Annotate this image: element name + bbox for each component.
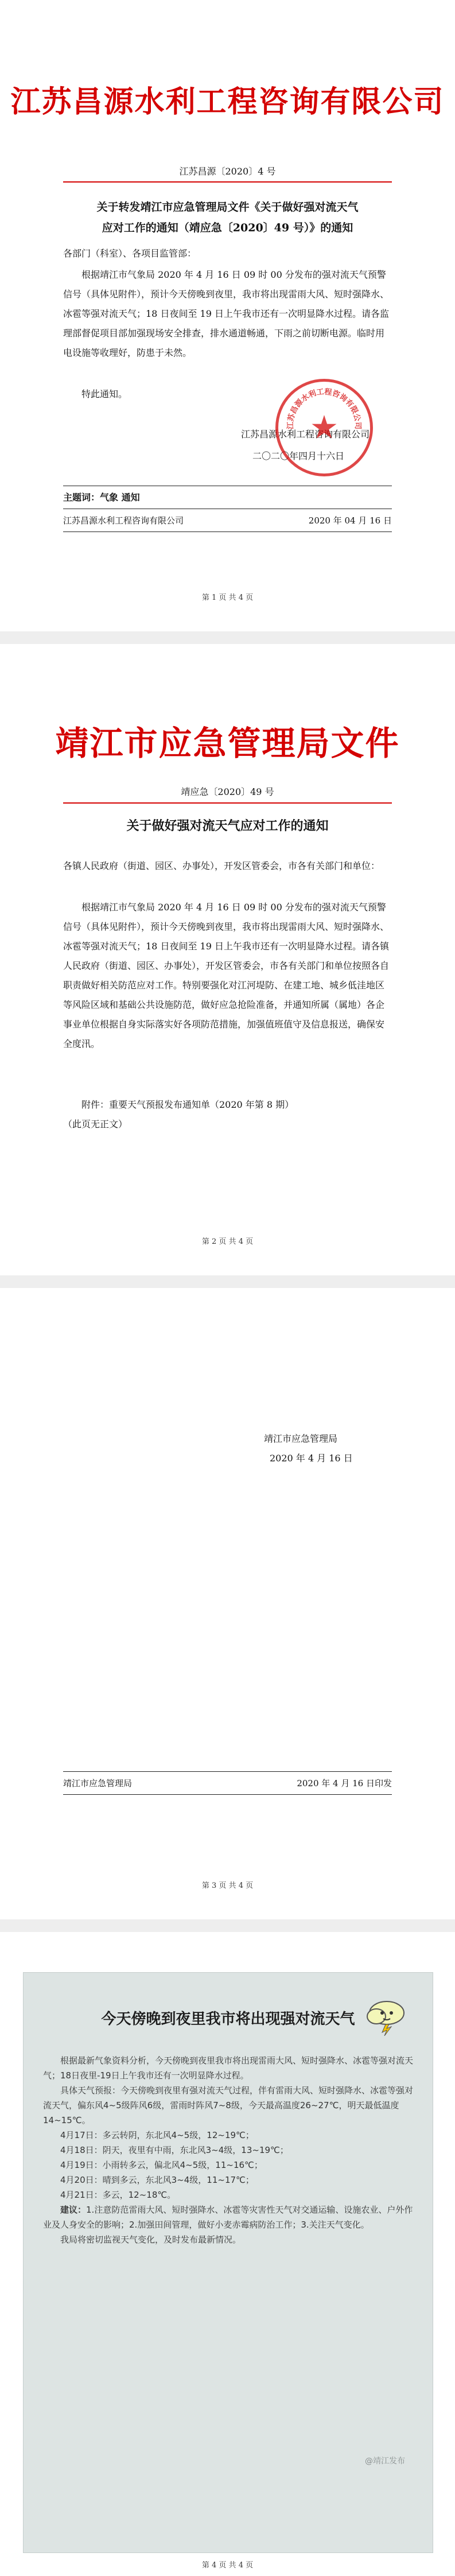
doc-title <box>52 197 403 238</box>
page-footer: 第 1 页 共 4 页 <box>201 593 254 602</box>
signer: 江苏昌源水利工程咨询有限公司 <box>241 429 370 440</box>
bulletin-tail: 我局将密切监视天气变化，及时发布最新情况。 <box>60 2234 242 2245</box>
body-text: 根据靖江市气象局 2020 年 4 月 16 日 09 时 00 分发布的强对流天气预警信号（具体见附件），预计今天傍晚到夜里，我市将出现雷雨大风、短时强降水、冰雹等强对流天气；18 日夜间至 19 日上午我市还有一次明显降水过程。请各监理部督促项目部加强现场安全排查，排水通道畅通，下雨之前切断电源。临时用电设施等收理好，防患于未然。 <box>63 269 390 358</box>
bulletin-title: 今天傍晚到夜里我市将出现强对流天气 <box>101 2011 355 2028</box>
closing-text: 特此通知。 <box>81 389 128 399</box>
issue-date: 2020 年 04 月 16 日 <box>308 515 392 526</box>
forecast-item: 4月18日：阴天，夜里有中雨，东北风3~4级，13~19℃； <box>60 2145 289 2155</box>
signer: 靖江市应急管理局 <box>264 1433 338 1444</box>
page-3 <box>0 1288 455 1919</box>
advice-row <box>43 2202 416 2232</box>
title-line-1: 关于转发靖江市应急管理局文件《关于做好强对流天气 <box>96 201 359 214</box>
bulletin-body <box>43 2053 416 2247</box>
bulletin-paragraph: 具体天气预报：今天傍晚到夜里有强对流天气过程，伴有雷雨大风、短时强降水、冰雹等强对流天气，偏东风4~5级阵风6级，雷雨时阵风7~8级，今天最高温度26~27℃，明天最低温度14~15℃。 <box>43 2085 414 2125</box>
page-4 <box>0 1932 455 2576</box>
seal-text: 江苏昌源水利工程咨询有限公司 <box>286 387 362 430</box>
issue-date: 2020 年 4 月 16 日印发 <box>297 1778 392 1789</box>
recipients: 各部门（科室）、各项目监管部： <box>63 248 197 259</box>
title-line-2: 应对工作的通知（靖应急〔2020〕49 号）》的通知 <box>102 222 353 234</box>
forecast-item: 4月21日：多云，12~18℃。 <box>60 2190 176 2200</box>
company-seal <box>275 379 373 476</box>
attachment: 附件：重要天气预报发布通知单（2020 年第 8 期） <box>81 1099 294 1110</box>
doc-number: 靖应急〔2020〕49 号 <box>181 786 274 797</box>
star-icon: ★ <box>309 409 339 447</box>
issuer: 靖江市应急管理局 <box>63 1778 133 1789</box>
sign-date: 2020 年 4 月 16 日 <box>270 1453 353 1464</box>
watermark: @靖江发布 <box>365 2457 405 2466</box>
sign-date: 二〇二〇年四月十六日 <box>252 451 345 461</box>
advice-text: 1.注意防范雷雨大风、短时强降水、冰雹等灾害性天气对交通运输、设施农业、户外作业及人身安全的影响；2.加强田间管理，做好小麦赤霉病防治工作；3.关注天气变化。 <box>43 2205 413 2230</box>
storm-cloud-icon <box>364 1996 410 2036</box>
red-divider <box>63 181 392 183</box>
advice-label: 建议： <box>60 2205 87 2215</box>
forecast-item: 4月20日：晴到多云，东北风3~4级，11~17℃； <box>60 2175 254 2185</box>
body-text: 根据靖江市气象局 2020 年 4 月 16 日 09 时 00 分发布的强对流天气预警信号（具体见附件），预计今天傍晚到夜里，我市将出现雷雨大风、短时强降水、冰雹等强对流天气；18 日夜间至 19 日上午我市还有一次明显降水过程。请各镇人民政府（街道、园区、办事处），开发区管委会，市各有关部门和单位按照各自职责做好相关防范应对工作。特别要强化对江河堤防、在建工地、城乡低洼地区等风险区域和基础公共设施防范，做好应急抢险准备，并通知所属（属地）各企事业单位根据自身实际落实好各项防范措施，加强值班值守及信息报送，确保安全度汛。 <box>63 902 390 1049</box>
agency-header: 靖江市应急管理局文件 <box>55 724 400 763</box>
page-footer: 第 2 页 共 4 页 <box>201 1237 254 1246</box>
forecast-item: 4月19日：小雨转多云，偏北风4~5级，11~16℃； <box>60 2160 263 2170</box>
page-footer: 第 4 页 共 4 页 <box>201 2561 254 2570</box>
weather-bulletin-image <box>23 1972 433 2553</box>
recipients: 各镇人民政府（街道、园区、办事处），开发区管委会，市各有关部门和单位： <box>63 860 380 871</box>
divider-bottom <box>63 1794 392 1795</box>
doc-number: 江苏昌源〔2020〕4 号 <box>179 166 276 177</box>
red-divider <box>63 802 392 804</box>
no-body-note: （此页无正文） <box>63 1119 128 1130</box>
bulletin-paragraph: 根据最新气象资料分析，今天傍晚到夜里我市将出现雷雨大风、短时强降水、冰雹等强对流天气；18日夜里-19日上午我市还有一次明显降水过程。 <box>43 2055 414 2081</box>
issuer: 江苏昌源水利工程咨询有限公司 <box>63 515 184 526</box>
divider-top <box>63 1771 392 1772</box>
keywords: 气象 通知 <box>100 492 140 503</box>
page-1 <box>0 0 455 631</box>
page-footer: 第 3 页 共 4 页 <box>201 1881 254 1890</box>
keywords-row <box>63 488 392 507</box>
keywords-label: 主题词： <box>63 492 100 503</box>
company-header: 江苏昌源水利工程咨询有限公司 <box>10 84 445 119</box>
page-2 <box>0 644 455 1275</box>
forecast-item: 4月17日：多云转阴，东北风4~5级，12~19℃； <box>60 2130 254 2140</box>
doc-title: 关于做好强对流天气应对工作的通知 <box>126 818 329 833</box>
